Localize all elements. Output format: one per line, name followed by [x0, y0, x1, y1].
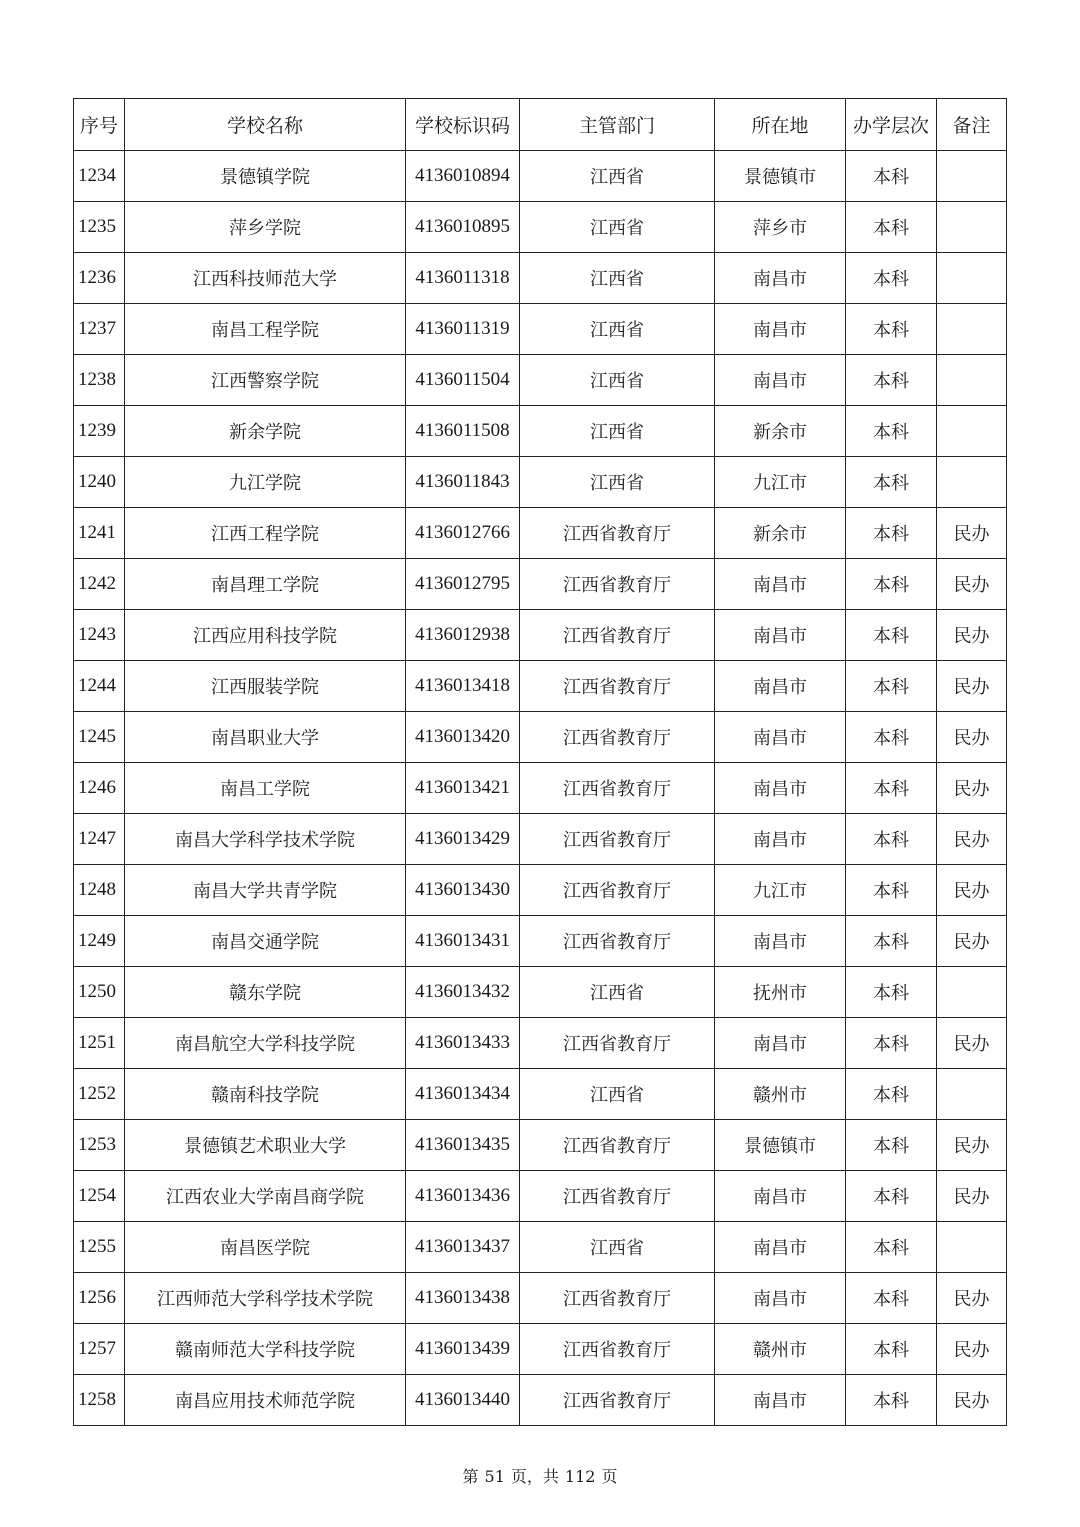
cell-level: 本科 [846, 1273, 937, 1324]
cell-school-name: 萍乡学院 [125, 202, 406, 253]
cell-serial-number: 1255 [74, 1222, 125, 1273]
cell-department: 江西省 [520, 304, 715, 355]
cell-level: 本科 [846, 151, 937, 202]
cell-level: 本科 [846, 967, 937, 1018]
cell-school-code: 4136012795 [406, 559, 520, 610]
cell-level: 本科 [846, 1120, 937, 1171]
cell-school-name: 景德镇艺术职业大学 [125, 1120, 406, 1171]
cell-level: 本科 [846, 1222, 937, 1273]
cell-level: 本科 [846, 916, 937, 967]
cell-level: 本科 [846, 1324, 937, 1375]
cell-school-code: 4136013429 [406, 814, 520, 865]
cell-serial-number: 1251 [74, 1018, 125, 1069]
table-row [74, 508, 1007, 559]
cell-remarks [937, 151, 1007, 202]
cell-department: 江西省教育厅 [520, 814, 715, 865]
cell-remarks: 民办 [937, 1375, 1007, 1426]
cell-serial-number: 1248 [74, 865, 125, 916]
cell-remarks: 民办 [937, 610, 1007, 661]
cell-serial-number: 1253 [74, 1120, 125, 1171]
cell-department: 江西省 [520, 253, 715, 304]
table-row [74, 1222, 1007, 1273]
cell-level: 本科 [846, 814, 937, 865]
footer-page-number: 51 [484, 1467, 505, 1486]
cell-school-name: 赣南科技学院 [125, 1069, 406, 1120]
table-row [74, 712, 1007, 763]
cell-school-name: 南昌应用技术师范学院 [125, 1375, 406, 1426]
cell-level: 本科 [846, 457, 937, 508]
footer-prefix: 第 [462, 1467, 479, 1486]
cell-remarks: 民办 [937, 508, 1007, 559]
cell-department: 江西省 [520, 406, 715, 457]
cell-school-code: 4136013433 [406, 1018, 520, 1069]
cell-department: 江西省教育厅 [520, 1375, 715, 1426]
header-remarks: 备注 [937, 99, 1007, 151]
cell-school-code: 4136012766 [406, 508, 520, 559]
table-body [74, 151, 1007, 1426]
cell-remarks [937, 1069, 1007, 1120]
cell-department: 江西省教育厅 [520, 916, 715, 967]
cell-school-code: 4136013435 [406, 1120, 520, 1171]
cell-location: 南昌市 [715, 1018, 846, 1069]
table-row [74, 814, 1007, 865]
cell-department: 江西省 [520, 457, 715, 508]
cell-serial-number: 1235 [74, 202, 125, 253]
cell-location: 九江市 [715, 865, 846, 916]
table-row [74, 1120, 1007, 1171]
cell-location: 南昌市 [715, 1222, 846, 1273]
cell-department: 江西省教育厅 [520, 661, 715, 712]
table-row [74, 253, 1007, 304]
cell-remarks [937, 1222, 1007, 1273]
cell-department: 江西省 [520, 202, 715, 253]
cell-remarks [937, 253, 1007, 304]
cell-school-name: 江西服装学院 [125, 661, 406, 712]
cell-location: 南昌市 [715, 559, 846, 610]
cell-serial-number: 1240 [74, 457, 125, 508]
cell-school-name: 南昌医学院 [125, 1222, 406, 1273]
table-row [74, 610, 1007, 661]
cell-location: 九江市 [715, 457, 846, 508]
cell-remarks [937, 457, 1007, 508]
cell-remarks [937, 406, 1007, 457]
table-row [74, 1273, 1007, 1324]
table-row [74, 1018, 1007, 1069]
cell-serial-number: 1236 [74, 253, 125, 304]
cell-level: 本科 [846, 1069, 937, 1120]
cell-school-name: 南昌工学院 [125, 763, 406, 814]
cell-level: 本科 [846, 202, 937, 253]
table-row [74, 304, 1007, 355]
cell-school-code: 4136011504 [406, 355, 520, 406]
cell-serial-number: 1258 [74, 1375, 125, 1426]
table-row [74, 457, 1007, 508]
table-row [74, 355, 1007, 406]
cell-school-code: 4136011843 [406, 457, 520, 508]
cell-serial-number: 1243 [74, 610, 125, 661]
cell-school-name: 南昌大学科学技术学院 [125, 814, 406, 865]
cell-location: 南昌市 [715, 712, 846, 763]
cell-level: 本科 [846, 1375, 937, 1426]
table-row [74, 763, 1007, 814]
cell-department: 江西省教育厅 [520, 1273, 715, 1324]
cell-serial-number: 1246 [74, 763, 125, 814]
header-department: 主管部门 [520, 99, 715, 151]
cell-location: 南昌市 [715, 355, 846, 406]
cell-department: 江西省 [520, 1222, 715, 1273]
cell-school-name: 新余学院 [125, 406, 406, 457]
cell-school-name: 江西警察学院 [125, 355, 406, 406]
cell-level: 本科 [846, 559, 937, 610]
cell-school-name: 南昌理工学院 [125, 559, 406, 610]
cell-remarks: 民办 [937, 763, 1007, 814]
cell-location: 南昌市 [715, 1273, 846, 1324]
cell-location: 赣州市 [715, 1069, 846, 1120]
cell-location: 南昌市 [715, 610, 846, 661]
cell-school-code: 4136013438 [406, 1273, 520, 1324]
cell-school-code: 4136012938 [406, 610, 520, 661]
cell-school-code: 4136013420 [406, 712, 520, 763]
cell-school-code: 4136013432 [406, 967, 520, 1018]
cell-department: 江西省教育厅 [520, 1120, 715, 1171]
cell-school-code: 4136013439 [406, 1324, 520, 1375]
cell-level: 本科 [846, 253, 937, 304]
cell-department: 江西省教育厅 [520, 610, 715, 661]
cell-level: 本科 [846, 1171, 937, 1222]
cell-location: 南昌市 [715, 814, 846, 865]
cell-serial-number: 1247 [74, 814, 125, 865]
cell-location: 新余市 [715, 406, 846, 457]
cell-school-name: 江西师范大学科学技术学院 [125, 1273, 406, 1324]
cell-school-name: 南昌职业大学 [125, 712, 406, 763]
cell-level: 本科 [846, 304, 937, 355]
table-row [74, 1171, 1007, 1222]
cell-location: 赣州市 [715, 1324, 846, 1375]
cell-school-code: 4136013418 [406, 661, 520, 712]
table-row [74, 865, 1007, 916]
cell-level: 本科 [846, 355, 937, 406]
cell-level: 本科 [846, 1018, 937, 1069]
cell-level: 本科 [846, 406, 937, 457]
cell-remarks: 民办 [937, 712, 1007, 763]
cell-serial-number: 1257 [74, 1324, 125, 1375]
cell-school-name: 江西工程学院 [125, 508, 406, 559]
cell-school-code: 4136013421 [406, 763, 520, 814]
cell-serial-number: 1238 [74, 355, 125, 406]
cell-location: 新余市 [715, 508, 846, 559]
cell-remarks: 民办 [937, 865, 1007, 916]
cell-school-name: 江西科技师范大学 [125, 253, 406, 304]
cell-serial-number: 1237 [74, 304, 125, 355]
cell-school-code: 4136011508 [406, 406, 520, 457]
table-row [74, 1375, 1007, 1426]
footer-suffix: 页 [601, 1467, 618, 1486]
table-row [74, 406, 1007, 457]
cell-serial-number: 1239 [74, 406, 125, 457]
cell-remarks [937, 967, 1007, 1018]
cell-department: 江西省 [520, 1069, 715, 1120]
cell-remarks: 民办 [937, 1324, 1007, 1375]
cell-school-name: 南昌交通学院 [125, 916, 406, 967]
cell-location: 南昌市 [715, 253, 846, 304]
cell-school-code: 4136010895 [406, 202, 520, 253]
cell-level: 本科 [846, 661, 937, 712]
cell-school-code: 4136010894 [406, 151, 520, 202]
table-header-row [74, 99, 1007, 151]
cell-department: 江西省 [520, 355, 715, 406]
school-list-table-wrapper [73, 98, 1007, 1426]
header-level: 办学层次 [846, 99, 937, 151]
cell-remarks: 民办 [937, 916, 1007, 967]
cell-school-code: 4136013431 [406, 916, 520, 967]
header-location: 所在地 [715, 99, 846, 151]
table-row [74, 916, 1007, 967]
cell-department: 江西省教育厅 [520, 1171, 715, 1222]
cell-level: 本科 [846, 763, 937, 814]
cell-serial-number: 1244 [74, 661, 125, 712]
cell-location: 南昌市 [715, 1375, 846, 1426]
footer-total-pages: 112 [564, 1467, 596, 1486]
cell-department: 江西省教育厅 [520, 712, 715, 763]
cell-remarks: 民办 [937, 1018, 1007, 1069]
cell-school-name: 赣南师范大学科技学院 [125, 1324, 406, 1375]
table-row [74, 559, 1007, 610]
table-row [74, 202, 1007, 253]
cell-department: 江西省教育厅 [520, 763, 715, 814]
cell-school-code: 4136013440 [406, 1375, 520, 1426]
table-row [74, 1324, 1007, 1375]
cell-serial-number: 1245 [74, 712, 125, 763]
cell-level: 本科 [846, 865, 937, 916]
cell-department: 江西省教育厅 [520, 508, 715, 559]
cell-remarks [937, 202, 1007, 253]
cell-serial-number: 1234 [74, 151, 125, 202]
header-school-name: 学校名称 [125, 99, 406, 151]
cell-remarks: 民办 [937, 661, 1007, 712]
cell-serial-number: 1250 [74, 967, 125, 1018]
cell-school-name: 南昌航空大学科技学院 [125, 1018, 406, 1069]
cell-school-code: 4136013430 [406, 865, 520, 916]
cell-school-code: 4136013437 [406, 1222, 520, 1273]
cell-location: 抚州市 [715, 967, 846, 1018]
cell-department: 江西省教育厅 [520, 559, 715, 610]
header-school-code: 学校标识码 [406, 99, 520, 151]
cell-school-code: 4136013434 [406, 1069, 520, 1120]
cell-location: 萍乡市 [715, 202, 846, 253]
cell-remarks [937, 355, 1007, 406]
cell-department: 江西省 [520, 151, 715, 202]
cell-school-name: 江西农业大学南昌商学院 [125, 1171, 406, 1222]
table-row [74, 967, 1007, 1018]
cell-department: 江西省教育厅 [520, 1018, 715, 1069]
cell-level: 本科 [846, 712, 937, 763]
cell-remarks [937, 304, 1007, 355]
cell-school-name: 景德镇学院 [125, 151, 406, 202]
cell-school-code: 4136011319 [406, 304, 520, 355]
cell-location: 南昌市 [715, 916, 846, 967]
cell-level: 本科 [846, 508, 937, 559]
footer-middle: 页，共 [510, 1467, 559, 1486]
header-serial-number: 序号 [74, 99, 125, 151]
cell-location: 景德镇市 [715, 1120, 846, 1171]
table-row [74, 661, 1007, 712]
cell-location: 景德镇市 [715, 151, 846, 202]
cell-serial-number: 1252 [74, 1069, 125, 1120]
table-row [74, 151, 1007, 202]
cell-serial-number: 1256 [74, 1273, 125, 1324]
cell-serial-number: 1242 [74, 559, 125, 610]
cell-remarks: 民办 [937, 1171, 1007, 1222]
cell-serial-number: 1254 [74, 1171, 125, 1222]
cell-department: 江西省教育厅 [520, 1324, 715, 1375]
cell-remarks: 民办 [937, 1273, 1007, 1324]
cell-location: 南昌市 [715, 661, 846, 712]
cell-remarks: 民办 [937, 1120, 1007, 1171]
cell-department: 江西省教育厅 [520, 865, 715, 916]
cell-location: 南昌市 [715, 763, 846, 814]
cell-remarks: 民办 [937, 559, 1007, 610]
page-footer [0, 1464, 1080, 1487]
cell-serial-number: 1241 [74, 508, 125, 559]
cell-location: 南昌市 [715, 304, 846, 355]
cell-serial-number: 1249 [74, 916, 125, 967]
cell-school-name: 南昌大学共青学院 [125, 865, 406, 916]
cell-school-name: 九江学院 [125, 457, 406, 508]
cell-level: 本科 [846, 610, 937, 661]
cell-location: 南昌市 [715, 1171, 846, 1222]
table-row [74, 1069, 1007, 1120]
cell-school-name: 南昌工程学院 [125, 304, 406, 355]
cell-school-name: 赣东学院 [125, 967, 406, 1018]
cell-school-code: 4136011318 [406, 253, 520, 304]
cell-school-code: 4136013436 [406, 1171, 520, 1222]
cell-remarks: 民办 [937, 814, 1007, 865]
cell-school-name: 江西应用科技学院 [125, 610, 406, 661]
cell-department: 江西省 [520, 967, 715, 1018]
school-list-table [73, 98, 1007, 1426]
